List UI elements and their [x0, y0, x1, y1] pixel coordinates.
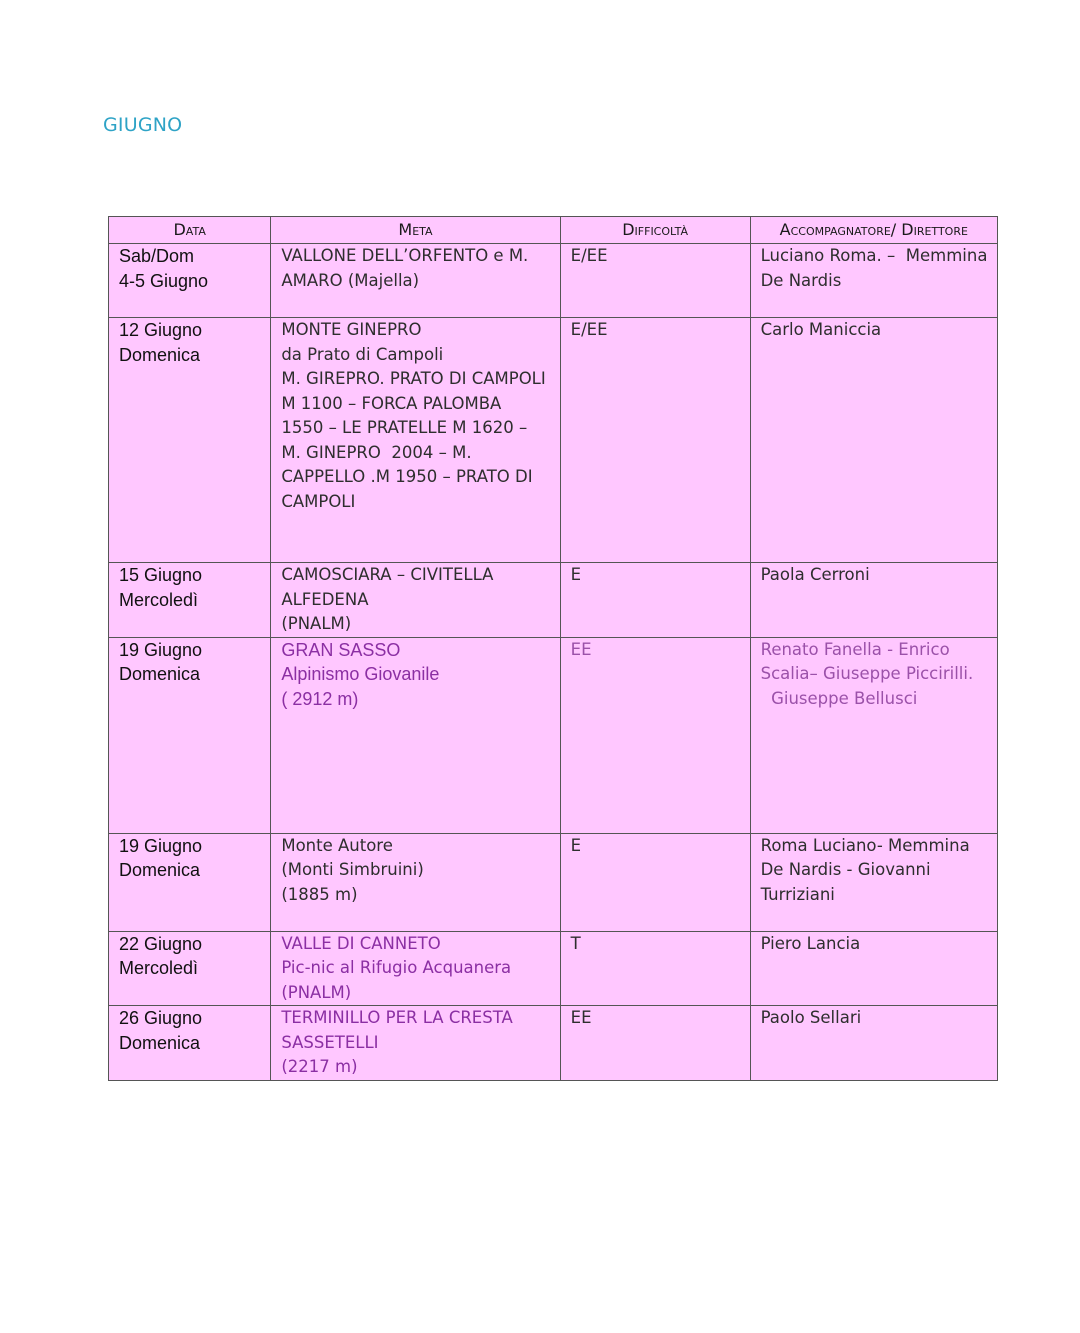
difficulty-cell: EE	[560, 637, 750, 833]
guide-cell	[750, 563, 997, 638]
difficulty-cell: E	[560, 833, 750, 931]
date-line: 12 Giugno	[119, 320, 203, 340]
guide-line: Piero Lancia	[760, 933, 861, 953]
meta-line: VALLONE DELL’ORFENTO e M.	[281, 246, 529, 265]
meta-line: MONTE GINEPRO	[281, 320, 422, 339]
guide-line: Turriziani	[760, 884, 835, 904]
date-cell	[109, 563, 271, 638]
date-line: Mercoledì	[119, 589, 199, 610]
meta-line: M. GIREPRO. PRATO DI CAMPOLI	[281, 369, 546, 388]
date-line: 19 Giugno	[119, 639, 203, 660]
guide-line: Paolo Sellari	[760, 1008, 862, 1027]
meta-line: (PNALM)	[281, 982, 352, 1002]
table-row	[109, 833, 998, 931]
meta-cell	[271, 244, 560, 318]
date-cell	[109, 833, 271, 931]
meta-line: (Monti Simbruini)	[281, 860, 424, 879]
date-line: Domenica	[119, 664, 201, 684]
table-row	[109, 563, 998, 638]
guide-line: De Nardis - Giovanni	[760, 860, 931, 879]
meta-line: (PNALM)	[281, 614, 352, 633]
header-difficulty: Difficoltà	[560, 217, 750, 244]
date-line: 26 Giugno	[119, 1008, 203, 1028]
guide-cell	[750, 931, 997, 1006]
guide-line: Roma Luciano- Memmina	[760, 835, 970, 855]
meta-line: SASSETELLI	[281, 1032, 379, 1052]
meta-line: CAMOSCIARA – CIVITELLA	[281, 565, 494, 584]
meta-line: AMARO (Majella)	[281, 270, 420, 290]
date-line: 4-5 Giugno	[119, 270, 209, 291]
guide-line: De Nardis	[760, 270, 842, 290]
meta-line: Pic-nic al Rifugio Acquanera	[281, 958, 512, 977]
guide-line: Renato Fanella - Enrico	[760, 639, 950, 659]
date-line: 22 Giugno	[119, 933, 203, 954]
meta-line: CAMPOLI	[281, 491, 356, 511]
table-row	[109, 244, 998, 318]
difficulty-cell: E/EE	[560, 318, 750, 563]
meta-line: CAPPELLO .M 1950 – PRATO DI	[281, 467, 533, 486]
difficulty-cell: E	[560, 563, 750, 638]
schedule-table	[108, 216, 998, 1081]
header-meta: Meta	[271, 217, 560, 244]
date-line: Domenica	[119, 1032, 201, 1053]
meta-line: ( 2912 m)	[281, 688, 359, 709]
meta-cell	[271, 637, 560, 833]
date-line: 15 Giugno	[119, 565, 203, 585]
difficulty-cell: E/EE	[560, 244, 750, 318]
meta-line: da Prato di Campoli	[281, 344, 444, 364]
date-cell	[109, 318, 271, 563]
meta-cell	[271, 318, 560, 563]
guide-line: Luciano Roma. – Memmina	[760, 246, 988, 265]
date-cell	[109, 244, 271, 318]
guide-line: Carlo Maniccia	[760, 320, 882, 339]
meta-line: (2217 m)	[281, 1057, 358, 1076]
meta-line: TERMINILLO PER LA CRESTA	[281, 1008, 513, 1027]
guide-line: Giuseppe Bellusci	[760, 688, 918, 708]
guide-cell	[750, 244, 997, 318]
meta-cell	[271, 563, 560, 638]
guide-line: Paola Cerroni	[760, 565, 870, 584]
date-cell	[109, 931, 271, 1006]
meta-line: GRAN SASSO	[281, 639, 401, 660]
header-guide: Accompagnatore/ Direttore	[750, 217, 997, 244]
date-line: Mercoledì	[119, 958, 199, 978]
difficulty-cell: T	[560, 931, 750, 1006]
meta-cell	[271, 931, 560, 1006]
table-header-row	[109, 217, 998, 244]
date-line: Domenica	[119, 344, 201, 365]
meta-line: M. GINEPRO 2004 – M.	[281, 442, 472, 462]
date-cell	[109, 637, 271, 833]
guide-line: Scalia– Giuseppe Piccirilli.	[760, 664, 974, 683]
guide-cell	[750, 637, 997, 833]
meta-line: (1885 m)	[281, 884, 358, 904]
meta-line: 1550 – LE PRATELLE M 1620 –	[281, 418, 528, 437]
difficulty-cell: EE	[560, 1006, 750, 1081]
guide-cell	[750, 318, 997, 563]
meta-cell	[271, 833, 560, 931]
table-row	[109, 1006, 998, 1081]
header-date: Data	[109, 217, 271, 244]
date-line: Sab/Dom	[119, 246, 195, 266]
month-title: GIUGNO	[103, 114, 183, 136]
table-row	[109, 931, 998, 1006]
meta-line: Alpinismo Giovanile	[281, 664, 440, 684]
guide-cell	[750, 833, 997, 931]
meta-cell	[271, 1006, 560, 1081]
table-row	[109, 318, 998, 563]
date-line: 19 Giugno	[119, 835, 203, 856]
guide-cell	[750, 1006, 997, 1081]
meta-line: VALLE DI CANNETO	[281, 933, 441, 953]
meta-line: Monte Autore	[281, 835, 393, 855]
table-row	[109, 637, 998, 833]
meta-line: M 1100 – FORCA PALOMBA	[281, 393, 502, 413]
date-cell	[109, 1006, 271, 1081]
meta-line: ALFEDENA	[281, 589, 369, 609]
date-line: Domenica	[119, 860, 201, 880]
